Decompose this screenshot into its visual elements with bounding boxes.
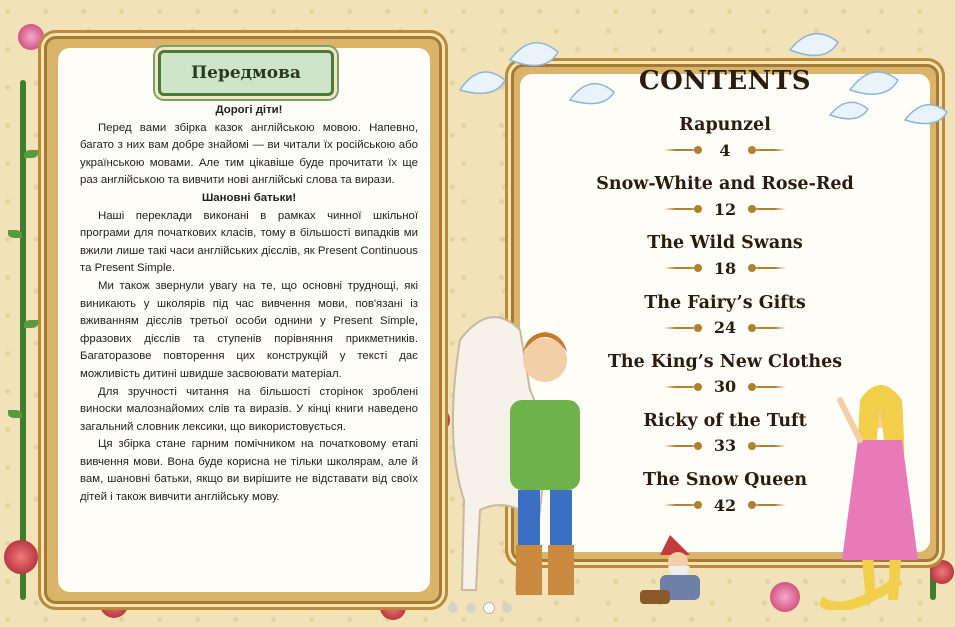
toc-item[interactable] <box>520 408 930 467</box>
toc-item-title: Rapunzel <box>679 115 771 135</box>
carousel-pagination <box>448 603 512 613</box>
preface-title: Передмова <box>191 63 301 83</box>
toc-item[interactable] <box>520 171 930 230</box>
toc-item-title: The Fairy’s Gifts <box>644 292 806 313</box>
preface-paragraph: Наші переклади виконані в рамках чинної шкільної програми для початкових класів, тому в більшості випадків ми вжили лише такі часи англійських дієслів, як Present Continuous та Present Simple. <box>80 209 418 275</box>
flourish-right-icon <box>748 500 786 510</box>
greeting-children: Дорогі діти! <box>215 104 283 116</box>
toc-item[interactable] <box>520 230 930 289</box>
toc-page-row <box>520 198 930 220</box>
toc-item-title: The Snow Queen <box>642 470 808 491</box>
leaf <box>8 230 22 238</box>
flourish-right-icon <box>748 441 786 451</box>
contents-title: CONTENTS <box>638 66 812 96</box>
toc-page-number: 12 <box>713 199 737 219</box>
flourish-left-icon <box>664 204 702 214</box>
toc-page-number: 30 <box>713 377 737 397</box>
toc-page-row <box>520 376 930 398</box>
flourish-left-icon <box>664 441 702 451</box>
preface-paragraph: Для зручності читання на більшості сторінок зроблені виноски малознайомих слів та виразів. У кінці книги наведено загальний словник лексики, що використовується. <box>80 385 418 433</box>
greeting-parents: Шановні батьки! <box>201 191 297 204</box>
flourish-right-icon <box>748 263 786 273</box>
preface-banner <box>158 50 334 96</box>
flourish-left-icon <box>664 382 702 392</box>
flourish-right-icon <box>748 145 786 155</box>
toc-item[interactable] <box>520 112 930 171</box>
toc-page-row <box>520 257 930 279</box>
carousel-dot[interactable] <box>502 603 512 613</box>
toc-item-title: Ricky of the Tuft <box>643 410 807 431</box>
leaf <box>24 150 38 158</box>
left-vine <box>20 80 26 600</box>
preface-paragraph: Ця збірка стане гарним помічником на початковому етапі вивчення мови. Вона буде корисна не тільки школярам, але й вам, шановні батьки, якщо ви вирішите не відставати від своїх дітей і також вивчити англійську мову. <box>80 438 418 504</box>
toc-page-row <box>520 435 930 457</box>
flourish-right-icon <box>748 204 786 214</box>
toc-page-row <box>520 139 930 161</box>
carousel-dot[interactable] <box>466 603 476 613</box>
toc-item-title: The King’s New Clothes <box>607 351 843 372</box>
toc-page-number: 42 <box>713 495 737 515</box>
preface-paragraph: Ми також звернули увагу на те, що основні труднощі, які виникають у школярів під час вивчення мови, пов'язані із вживанням дієслів третьої особи однини у Present Simple, фразових дієслів та ступенів порівняння прикметників. Багаторазове повторення цих конструкцій у тексті дає можливість дитині швидше засвоювати матеріал. <box>80 279 418 380</box>
carousel-dot-active[interactable] <box>484 603 494 613</box>
toc-page-number: 24 <box>713 318 737 338</box>
carousel-dot[interactable] <box>448 603 458 613</box>
flourish-right-icon <box>748 323 786 333</box>
toc-page-row <box>520 317 930 339</box>
toc-page-row <box>520 494 930 516</box>
flourish-left-icon <box>664 500 702 510</box>
toc-page-number: 4 <box>719 140 731 160</box>
leaf <box>24 320 38 328</box>
rose-flower <box>770 582 800 612</box>
flourish-right-icon <box>748 382 786 392</box>
leaf <box>8 410 22 418</box>
preface-text <box>80 102 418 507</box>
flourish-left-icon <box>664 323 702 333</box>
toc-page-number: 18 <box>713 258 737 278</box>
toc-item-title: Snow-White and Rose-Red <box>596 174 854 195</box>
toc-item[interactable] <box>520 467 930 526</box>
toc-item[interactable] <box>520 290 930 349</box>
dwarf-illustration <box>640 530 730 610</box>
toc-item-title: The Wild Swans <box>647 233 803 254</box>
toc-item[interactable] <box>520 349 930 408</box>
flourish-left-icon <box>664 263 702 273</box>
preface-paragraph: Перед вами збірка казок англійською мовою. Напевно, багато з них вам добре знайомі — ви читали їх російською або українською мовами. Але тим цікавіше буде прочитати їх ще раз англійською та вивчити нові англійські слова та вирази. <box>80 121 418 187</box>
toc-page-number: 33 <box>713 436 737 456</box>
table-of-contents <box>520 112 930 526</box>
rose-flower <box>4 540 38 574</box>
flourish-left-icon <box>664 145 702 155</box>
